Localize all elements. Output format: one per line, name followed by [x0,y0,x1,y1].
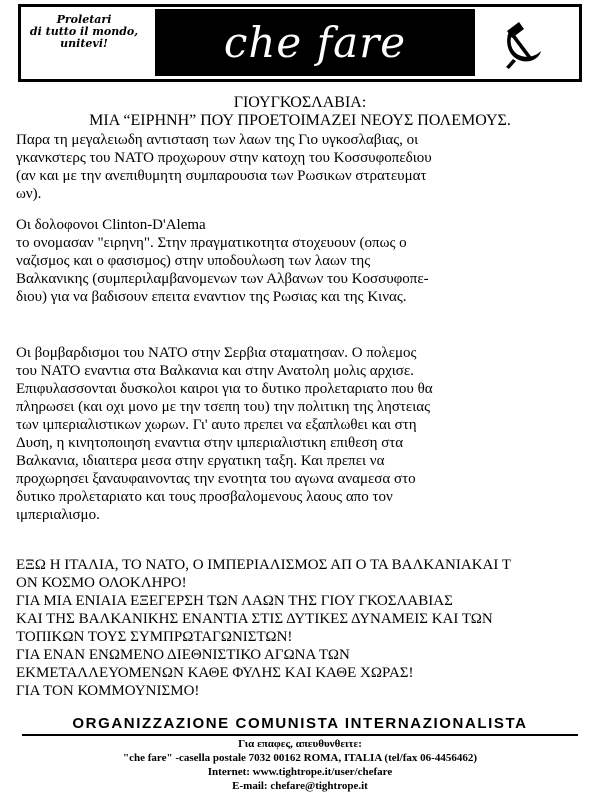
text-line: διου) για να βαδισουν επειτα εναντιον της Ρωσιας και της Κινας. [16,289,407,305]
slogan-text-line: ΓΙΑ ΕΝΑΝ ΕΝΩΜΕΝΟ ΔΙΕΘΝΙΣΤΙΚΟ ΑΓΩΝΑ ΤΩΝ [16,647,350,663]
footer-divider [22,734,578,736]
text-line: πληρωσει (και οχι μονο με την τσεπη του) την πολιτικη της ληστειας [16,399,431,415]
text-line: των ιμπεριαλιστικων χωρων. Γι' αυτο πρεπει να εξαπλωθει και στη [16,417,417,433]
text-line: Επιφυλασσονται δυσκολοι καιροι για το δυτικο προλεταριατο που θα [16,381,433,397]
slogan-text-line: ΓΙΑ ΤΟΝ ΚΟΜΜΟΥΝΙΣΜΟ! [16,683,200,699]
text-line: Παρα τη μεγαλειωδη αντισταση των λαων της Γιο υγκοσλαβιας, οι [16,132,419,148]
paragraph-1 [16,131,586,203]
slogan-line: Proletari [56,13,112,26]
text-line: γκανκστερς του ΝΑΤΟ προχωρουν στην κατοχη του Κοσσυφοπεδιου [16,150,432,166]
paragraph-2 [16,216,586,306]
slogans-block [16,556,586,700]
slogan-text-line: ΕΚΜΕΤΑΛΛΕΥΟΜΕΝΩΝ ΚΑΘΕ ΦΥΛΗΣ ΚΑΙ ΚΑΘΕ ΧΩΡΑΣ! [16,665,414,681]
text-line: του ΝΑΤΟ εναντια στα Βαλκανια και στην Ανατολη μολις αρχισε. [16,363,414,379]
text-line: προχωρησει ξαναυφαινοντας την ενοτητα του αγωνα αναμεσα στο [16,471,416,487]
article-title: ΓΙΟΥΓΚΟΣΛΑΒΙΑ: [233,94,367,111]
hammer-and-sickle-icon [499,17,543,69]
text-line: δυτικο προλεταριατο και τους προσβαλομενους λαους απο τον [16,489,393,505]
slogan-line: di tutto il mondo, [29,25,139,38]
slogan-text-line: ΕΞΩ Η ΙΤΑΛΙΑ, ΤΟ ΝΑΤΟ, Ο ΙΜΠΕΡΙΑΛΙΣΜΟΣ ΑΠ Ο ΤΑ ΒΑΛΚΑΝΙΑΚΑΙ Τ [16,557,512,573]
text-line: Οι δολοφονοι Clinton-D'Alema [16,217,206,233]
slogan-text-line: ΚΑΙ ΤΗΣ ΒΑΛΚΑΝΙΚΗΣ ΕΝΑΝΤΙΑ ΣΤΙΣ ΔΥΤΙΚΕΣ ΔΥΝΑΜΕΙΣ ΚΑΙ ΤΩΝ [16,611,493,627]
paragraph-3 [16,344,586,524]
text-line: Οι βομβαρδισμοι του ΝΑΤΟ στην Σερβια σταματησαν. Ο πολεμος [16,345,417,361]
contact-info [0,737,600,793]
text-line: Βαλκανικης (συμπεριλαμβανομενων των Αλβανων του Κοσσυφοπε- [16,271,429,287]
website-link[interactable]: Internet: www.tightrope.it/user/chefare [207,766,393,778]
masthead-slogan [29,14,139,50]
slogan-text-line: ΓΙΑ ΜΙΑ ΕΝΙΑΙΑ ΕΞΕΓΕΡΣΗ ΤΩΝ ΛΑΩΝ ΤΗΣ ΓΙΟΥ ΓΚΟΣΛΑΒΙΑΣ [16,593,453,609]
slogan-text-line: ΤΟΠΙΚΩΝ ΤΟΥΣ ΣΥΜΠΡΩΤΑΓΩΝΙΣΤΩΝ! [16,629,293,645]
slogan-line: unitevi! [60,37,108,50]
masthead-title: che fare [155,9,475,76]
text-line: ναζισμος και ο φασισμος) στην υποδουλωση των λαων της [16,253,371,269]
text-line: Δυση, η κινητοποιηση εναντια στην ιμπεριαλιστικη επιθεση στα [16,435,404,451]
text-line: ιμπεριαλισμο. [16,507,100,523]
masthead-header [18,4,582,82]
text-line: (αν και με την ανεπιθυμητη συμπαρουσια των Ρωσικων στρατευματ [16,168,427,184]
postal-address: "che fare" -casella postale 7032 00162 ROMA, ITALIA (tel/fax 06-4456462) [123,752,477,764]
contact-intro: Για επαφες, απευθυνθειτε: [238,738,362,750]
email-link[interactable]: E-mail: chefare@tightrope.it [232,780,368,792]
article-subtitle: ΜΙΑ “ΕΙΡΗΝΗ” ΠΟΥ ΠΡΟΕΤΟΙΜΑΖΕΙ ΝΕΟΥΣ ΠΟΛΕΜΟΥΣ. [89,112,511,129]
text-line: Βαλκανια, ιδιαιτερα μεσα στην εργατικη ταξη. Και πρεπει να [16,453,385,469]
text-line: το ονομασαν "ειρηνη". Στην πραγματικοτητα στοχευουν (οπως ο [16,235,407,251]
slogan-text-line: ΟΝ ΚΟΣΜΟ ΟΛΟΚΛΗΡΟ! [16,575,187,591]
organization-name: ORGANIZZAZIONE COMUNISTA INTERNAZIONALISTA [72,715,528,732]
text-line: ων). [16,186,42,202]
